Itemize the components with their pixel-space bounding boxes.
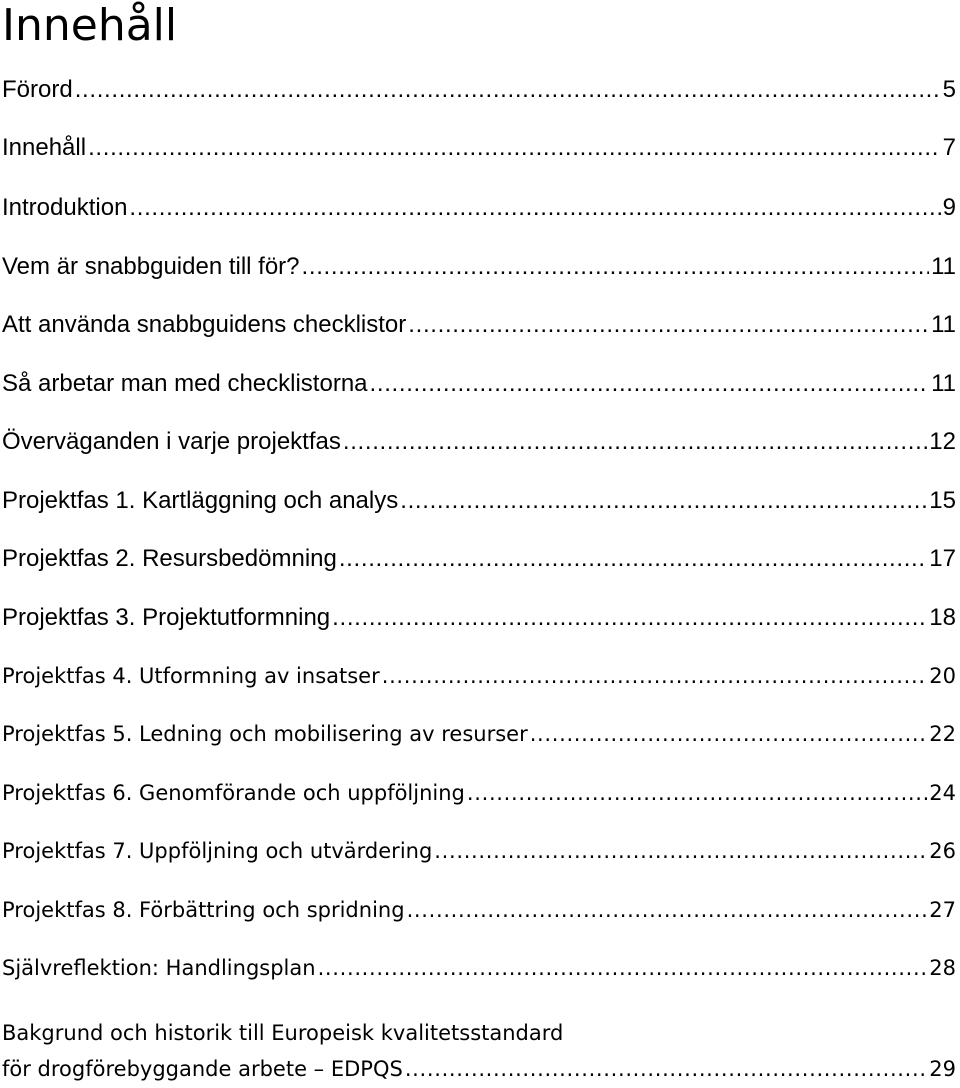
toc-entry-page: 9 bbox=[942, 194, 956, 221]
dot-leader bbox=[408, 308, 929, 342]
toc-entry-label: Introduktion bbox=[2, 194, 128, 221]
dot-leader bbox=[129, 191, 940, 225]
toc-entry-label-line1[interactable]: Bakgrund och historik till Europeisk kvalitetsstandard bbox=[2, 1021, 564, 1045]
toc-entry-page: 22 bbox=[929, 722, 956, 746]
toc-entry-label: Projektfas 3. Projektutformning bbox=[2, 604, 331, 631]
dot-leader bbox=[318, 951, 928, 985]
dot-leader bbox=[400, 484, 927, 518]
toc-entry[interactable] bbox=[2, 776, 956, 810]
page-title: Innehåll bbox=[2, 0, 178, 51]
toc-entry-page: 12 bbox=[929, 428, 956, 455]
dot-leader bbox=[88, 131, 941, 165]
toc-entry-label: Överväganden i varje projektfas bbox=[2, 428, 341, 455]
toc-entry-label: Projektfas 4. Utformning av insatser bbox=[2, 664, 380, 688]
toc-entry[interactable] bbox=[2, 250, 956, 284]
toc-entry-label: Projektfas 1. Kartläggning och analys bbox=[2, 487, 399, 514]
toc-entry[interactable] bbox=[2, 484, 956, 518]
toc-entry[interactable] bbox=[2, 1052, 956, 1086]
toc-entry-page: 28 bbox=[929, 956, 956, 980]
toc-entry[interactable] bbox=[2, 542, 956, 576]
toc-entry-label: Projektfas 5. Ledning och mobilisering av resurser bbox=[2, 722, 528, 746]
toc-entry[interactable] bbox=[2, 131, 956, 165]
dot-leader bbox=[302, 250, 930, 284]
toc-entry-page: 7 bbox=[942, 134, 956, 161]
toc-entry-label-line2: för drogförebyggande arbete – EDPQS bbox=[2, 1057, 403, 1081]
toc-entry-label: Att använda snabbguidens checklistor bbox=[2, 311, 407, 338]
toc-entry-page: 29 bbox=[929, 1057, 956, 1081]
toc-entry-page: 11 bbox=[931, 253, 956, 280]
toc-entry-page: 11 bbox=[931, 370, 956, 397]
dot-leader bbox=[467, 776, 927, 810]
toc-entry[interactable] bbox=[2, 659, 956, 693]
dot-leader bbox=[405, 1052, 927, 1086]
toc-entry[interactable] bbox=[2, 834, 956, 868]
toc-entry-label: Projektfas 7. Uppföljning och utvärdering bbox=[2, 839, 433, 863]
toc-entry[interactable] bbox=[2, 308, 956, 342]
dot-leader bbox=[382, 659, 928, 693]
dot-leader bbox=[339, 542, 927, 576]
toc-entry-label: Projektfas 2. Resursbedömning bbox=[2, 545, 337, 572]
toc-entry-label: Så arbetar man med checklistorna bbox=[2, 370, 368, 397]
dot-leader bbox=[530, 717, 928, 751]
dot-leader bbox=[332, 601, 927, 635]
dot-leader bbox=[75, 73, 941, 107]
toc-entry-page: 26 bbox=[929, 839, 956, 863]
toc-entry-label: Självreflektion: Handlingsplan bbox=[2, 956, 316, 980]
dot-leader bbox=[343, 425, 927, 459]
toc-entry-page: 20 bbox=[929, 664, 956, 688]
dot-leader bbox=[370, 367, 930, 401]
toc-entry-label: Vem är snabbguiden till för? bbox=[2, 253, 300, 280]
toc-entry[interactable] bbox=[2, 367, 956, 401]
dot-leader bbox=[407, 893, 928, 927]
toc-entry-label: Projektfas 6. Genomförande och uppföljning bbox=[2, 781, 465, 805]
toc-entry-page: 17 bbox=[929, 545, 956, 572]
toc-entry-page: 18 bbox=[929, 604, 956, 631]
toc-entry[interactable] bbox=[2, 893, 956, 927]
toc-entry-page: 24 bbox=[929, 781, 956, 805]
toc-entry[interactable] bbox=[2, 73, 956, 107]
toc-entry-label: Förord bbox=[2, 76, 73, 103]
toc-entry-label: Innehåll bbox=[2, 134, 87, 161]
toc-entry-page: 27 bbox=[929, 898, 956, 922]
toc-entry[interactable] bbox=[2, 601, 956, 635]
toc-entry[interactable] bbox=[2, 425, 956, 459]
toc-entry-page: 11 bbox=[931, 311, 956, 338]
dot-leader bbox=[434, 834, 927, 868]
toc-entry[interactable] bbox=[2, 191, 956, 225]
toc-entry[interactable] bbox=[2, 717, 956, 751]
toc-entry-label: Projektfas 8. Förbättring och spridning bbox=[2, 898, 405, 922]
toc-entry[interactable] bbox=[2, 951, 956, 985]
toc-entry-page: 15 bbox=[929, 487, 956, 514]
toc-entry-page: 5 bbox=[942, 76, 956, 103]
